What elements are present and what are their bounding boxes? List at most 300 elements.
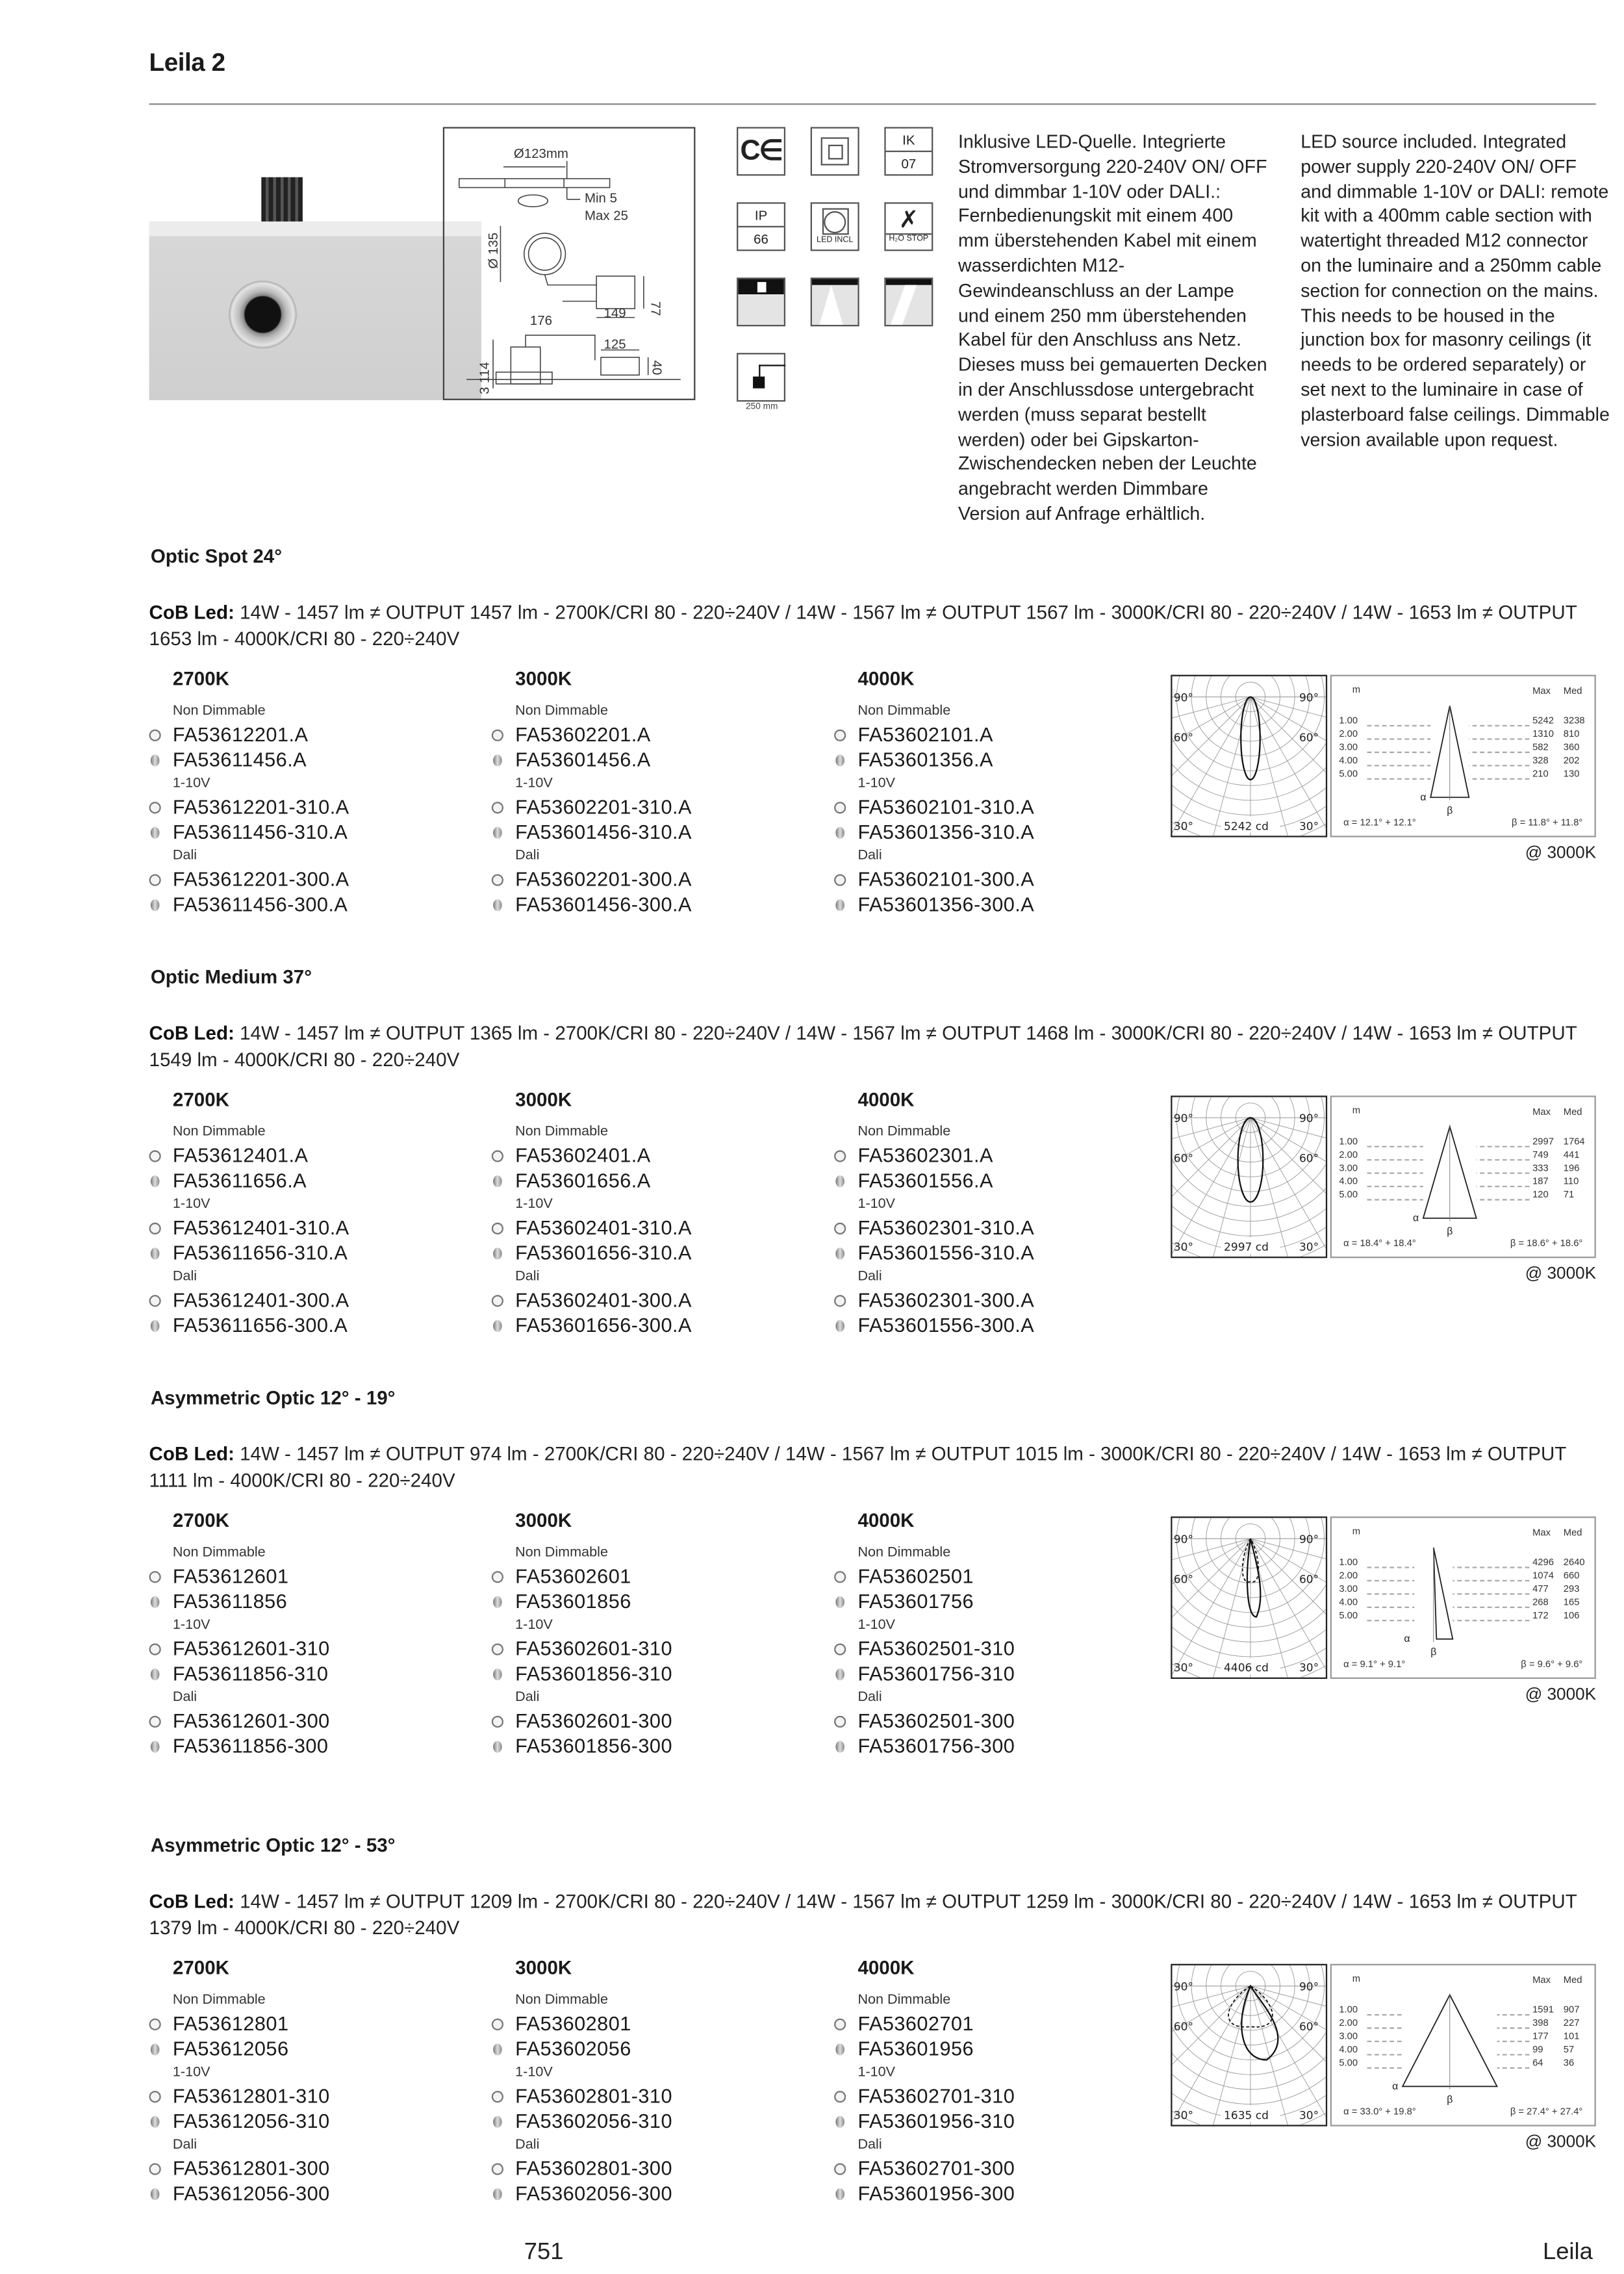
polar-diagram [1171,1516,1327,1679]
product-code-row[interactable] [149,2181,459,2206]
product-code-row[interactable] [834,892,1144,917]
product-code-row[interactable] [492,722,802,747]
max-lux: 64 [1532,2058,1543,2069]
control-type-label: Dali [172,847,197,864]
product-code-row[interactable] [834,722,1144,747]
product-code-row[interactable] [492,747,802,773]
footer-family: Leila [1542,2240,1593,2266]
svg-text:α: α [1392,2080,1399,2092]
product-code-row[interactable] [834,1168,1144,1194]
color-temp-note: @ 3000K [1525,844,1597,863]
distance-value: 4.00 [1339,1177,1358,1188]
silver-finish-icon [151,1596,160,1607]
kelvin-heading: 3000K [515,1509,572,1531]
svg-text:60°: 60° [1299,2020,1319,2034]
illuminance-cone-table [1330,1516,1596,1679]
distance-value: 2.00 [1339,2018,1358,2029]
product-code-row[interactable] [492,892,802,917]
svg-text:125: 125 [603,337,626,352]
product-code: FA53602201.A [515,723,651,746]
illuminance-cone-table [1330,1095,1596,1258]
control-type-label: 1-10V [857,1195,896,1212]
product-code-row[interactable] [492,1288,802,1313]
column-3000k [492,1088,802,1338]
silver-finish-icon [835,2188,844,2199]
product-code-row[interactable] [834,1564,1144,1589]
control-type-label: 1-10V [172,775,210,792]
control-type-label: Non Dimmable [172,702,266,719]
product-code-row[interactable] [492,795,802,820]
svg-text:176: 176 [529,313,553,328]
distance-value: 4.00 [1339,2045,1358,2056]
svg-text:60°: 60° [1299,731,1319,745]
med-lux: 196 [1563,1163,1580,1174]
product-code-row[interactable] [492,2011,802,2036]
white-finish-icon [149,2090,161,2102]
silver-finish-icon [835,2115,844,2127]
control-type-label: Non Dimmable [172,1123,266,1140]
product-code-row[interactable] [492,1636,802,1661]
remote-driver-label: 250 mm [746,403,778,413]
cob-text: 14W - 1457 lm ≠ OUTPUT 1365 lm - 2700K/CRI 80 - 220÷240V / 14W - 1567 lm ≠ OUTPUT 1468 lm - 3000K/CRI 80 - 220÷240V / 14W - 1653 lm ≠ OUTPUT 1549 lm - 4000K/CRI 80 - 220÷240V [149,1021,1577,1071]
product-code-row[interactable] [149,867,459,892]
product-code: FA53601356-310.A [857,821,1035,843]
product-code-row[interactable] [149,819,459,845]
svg-text:30°: 30° [1173,820,1193,834]
med-lux: 907 [1563,2005,1580,2016]
product-code: FA53601456.A [515,748,651,771]
silver-finish-icon [835,1596,844,1607]
product-code-row[interactable] [149,2108,459,2134]
product-code-row[interactable] [149,1168,459,1194]
control-type-label: 1-10V [515,1616,553,1633]
product-code: FA53612056-310 [172,2110,330,2132]
product-code: FA53602601 [515,1565,631,1588]
med-header: Med [1563,1107,1582,1118]
distance-value: 3.00 [1339,1584,1358,1595]
product-code-row[interactable] [834,819,1144,845]
max-lux: 99 [1532,2045,1543,2056]
med-lux: 130 [1563,769,1580,780]
product-code-row[interactable] [149,747,459,773]
illuminance-cone-table [1330,1964,1596,2127]
product-code: FA53601956 [857,2038,974,2060]
product-code-row[interactable] [492,819,802,845]
product-code-row[interactable] [492,1709,802,1734]
cob-led-spec [149,600,1604,653]
white-finish-icon [492,801,503,813]
product-code: FA53602701-310 [857,2085,1015,2108]
class-ii-icon [811,127,859,175]
product-code-row[interactable] [149,1312,459,1338]
product-code-row[interactable] [149,2011,459,2036]
control-type-label: Non Dimmable [857,1123,951,1140]
product-code-row[interactable] [492,2036,802,2062]
silver-finish-icon [835,826,844,838]
product-code-row[interactable] [492,1661,802,1687]
product-code: FA53612056-300 [172,2182,330,2205]
white-finish-icon [149,1294,161,1306]
med-lux: 1764 [1563,1136,1585,1147]
max-lux: 1074 [1532,1571,1554,1582]
white-finish-icon [834,729,846,741]
distance-value: 5.00 [1339,1190,1358,1201]
max-lux: 210 [1532,769,1549,780]
silver-finish-icon [493,1247,502,1258]
svg-text:1635 cd: 1635 cd [1224,2109,1269,2123]
silver-finish-icon [151,2115,160,2127]
product-code-row[interactable] [149,1564,459,1589]
control-type-label: 1-10V [857,2064,896,2081]
product-code-row[interactable] [834,2156,1144,2181]
silver-finish-icon [835,2043,844,2054]
alpha-angle: α = 12.1° + 12.1° [1343,818,1416,828]
optic-section-4 [0,1834,1624,2233]
white-finish-icon [492,1642,503,1654]
svg-text:30°: 30° [1299,1661,1319,1675]
product-code-row[interactable] [834,2036,1144,2062]
product-code-row[interactable] [834,2084,1144,2109]
white-finish-icon [492,1222,503,1234]
polar-diagram [1171,1964,1327,2127]
control-type-label: 1-10V [515,1195,553,1212]
product-code-row[interactable] [834,1709,1144,1734]
product-code-row[interactable] [834,2181,1144,2206]
beta-angle: β = 27.4° + 27.4° [1510,2107,1583,2118]
svg-text:30°: 30° [1299,2109,1319,2123]
header-divider [149,103,1596,105]
control-type-label: Dali [515,847,540,864]
svg-text:30°: 30° [1173,2109,1193,2123]
distance-value: 1.00 [1339,1136,1358,1147]
svg-text:90°: 90° [1299,691,1319,705]
svg-text:30°: 30° [1299,1240,1319,1254]
column-4000k [834,1088,1144,1338]
product-code-row[interactable] [834,1288,1144,1313]
svg-text:4406 cd: 4406 cd [1224,1661,1269,1675]
product-code-row[interactable] [834,2011,1144,2036]
control-type-label: Dali [172,1268,197,1285]
column-2700k [149,667,459,917]
product-code-row[interactable] [149,795,459,820]
symmetric-beam-icon [811,277,859,326]
med-lux: 106 [1563,1611,1580,1622]
asymmetric-beam-icon [884,277,933,326]
product-code: FA53602501 [857,1565,974,1588]
product-code-row[interactable] [149,2084,459,2109]
product-code-row[interactable] [834,1240,1144,1266]
product-code-row[interactable] [834,1215,1144,1240]
control-type-label: Dali [172,1689,197,1706]
product-code: FA53601856-310 [515,1663,672,1685]
product-code-row[interactable] [834,1733,1144,1759]
control-type-label: Dali [857,1268,882,1285]
dim-diameter-123: Ø123mm [513,146,568,162]
optic-section-1 [0,545,1624,944]
silver-finish-icon [493,1596,502,1607]
white-finish-icon [149,1642,161,1654]
column-2700k [149,1509,459,1759]
silver-finish-icon [151,2188,160,2199]
white-finish-icon [834,1294,846,1306]
distance-unit: m [1352,685,1361,696]
product-code: FA53601556-300.A [857,1314,1035,1336]
optic-title: Asymmetric Optic 12° - 19° [150,1386,396,1409]
kelvin-heading: 4000K [857,1088,915,1111]
silver-finish-icon [835,1320,844,1331]
kelvin-heading: 4000K [857,1956,915,1979]
product-code-row[interactable] [492,867,802,892]
product-code: FA53601556-310.A [857,1242,1035,1264]
product-code: FA53612401.A [172,1144,309,1167]
alpha-angle: α = 33.0° + 19.8° [1343,2107,1416,2118]
polar-diagram [1171,675,1327,837]
svg-text:60°: 60° [1173,1152,1193,1166]
control-type-label: Non Dimmable [857,1991,951,2008]
kelvin-heading: 2700K [172,1956,229,1979]
led-included-icon: LED INCL [811,202,859,251]
med-lux: 660 [1563,1571,1580,1582]
alpha-angle: α = 9.1° + 9.1° [1343,1659,1406,1670]
product-code: FA53611656-310.A [172,1242,348,1264]
product-code-row[interactable] [492,1168,802,1194]
white-finish-icon [492,1149,503,1161]
max-lux: 328 [1532,756,1549,767]
product-code-row[interactable] [149,1288,459,1313]
page-number: 751 [524,2240,564,2266]
product-code-row[interactable] [149,1636,459,1661]
optic-title: Asymmetric Optic 12° - 53° [150,1833,396,1856]
cob-label: CoB Led: [149,1442,235,1465]
product-code: FA53602601-310 [515,1637,672,1660]
control-type-label: Non Dimmable [515,1991,608,2008]
product-code: FA53602701-300 [857,2157,1015,2180]
product-code-row[interactable] [492,2108,802,2134]
product-code: FA53602101.A [857,723,993,746]
color-temp-note: @ 3000K [1525,1686,1597,1704]
column-4000k [834,1509,1144,1759]
polar-diagram [1171,1095,1327,1258]
max-lux: 398 [1532,2018,1549,2029]
product-code: FA53602056 [515,2038,631,2060]
white-finish-icon [834,2018,846,2030]
white-finish-icon [149,1570,161,1582]
distance-value: 5.00 [1339,2058,1358,2069]
product-code: FA53612201.A [172,723,309,746]
med-lux: 202 [1563,756,1580,767]
column-2700k [149,1088,459,1338]
product-code-row[interactable] [834,747,1144,773]
product-code-row[interactable] [149,1661,459,1687]
svg-text:β: β [1430,1646,1437,1658]
product-code-row[interactable] [834,2108,1144,2134]
product-code-row[interactable] [149,892,459,917]
product-code: FA53601456-300.A [515,893,692,916]
distance-value: 2.00 [1339,1150,1358,1161]
product-code: FA53602501-310 [857,1637,1015,1660]
illuminance-cone-table [1330,675,1596,837]
svg-text:90°: 90° [1299,1112,1319,1126]
white-finish-icon [834,1149,846,1161]
product-code: FA53611656.A [172,1169,307,1192]
white-finish-icon [149,2018,161,2030]
svg-text:90°: 90° [1173,691,1193,705]
product-code-row[interactable] [149,1733,459,1759]
column-3000k [492,1509,802,1759]
product-code-row[interactable] [149,1709,459,1734]
product-code: FA53601856-300 [515,1735,672,1757]
svg-text:Min 5: Min 5 [584,190,617,206]
silver-finish-icon [493,1320,502,1331]
product-code-row[interactable] [834,1312,1144,1338]
optic-section-2 [0,965,1624,1364]
svg-text:60°: 60° [1299,1573,1319,1587]
product-code-row[interactable] [149,1589,459,1614]
heatsink-image [261,177,303,222]
white-finish-icon [492,1570,503,1582]
product-code-row[interactable] [492,2181,802,2206]
product-code-row[interactable] [492,1240,802,1266]
product-code-row[interactable] [149,2156,459,2181]
distance-value: 4.00 [1339,756,1358,767]
silver-finish-icon [835,1175,844,1186]
max-lux: 187 [1532,1177,1549,1188]
product-code: FA53611856 [172,1590,288,1613]
product-code-row[interactable] [492,1215,802,1240]
control-type-label: Dali [515,1689,540,1706]
product-code-row[interactable] [834,795,1144,820]
distance-unit: m [1352,1106,1361,1117]
product-code: FA53612201-310.A [172,795,349,819]
silver-finish-icon [493,1668,502,1680]
kelvin-heading: 4000K [857,667,915,690]
beam-cone-icon [1332,676,1595,836]
svg-text:60°: 60° [1173,731,1193,745]
control-type-label: Dali [857,1689,882,1706]
product-code: FA53602056-310 [515,2110,672,2132]
silver-finish-icon [493,1175,502,1186]
beam-cone-icon [1332,1965,1595,2125]
cob-label: CoB Led: [149,600,235,624]
control-type-label: Dali [857,2136,882,2153]
control-type-label: 1-10V [515,775,553,792]
column-4000k [834,1956,1144,2206]
svg-text:α: α [1412,1212,1419,1224]
silver-finish-icon [835,1247,844,1258]
product-code-row[interactable] [149,722,459,747]
product-code-row[interactable] [492,2156,802,2181]
product-code: FA53602101-300.A [857,868,1035,891]
med-lux: 57 [1563,2045,1575,2056]
product-code-row[interactable] [492,1589,802,1614]
product-code-row[interactable] [492,1564,802,1589]
recessed-trim-icon [737,277,785,326]
white-finish-icon [149,1222,161,1234]
downlight-ring-image [229,281,297,349]
product-code-row[interactable] [834,1636,1144,1661]
product-code: FA53601756-310 [857,1663,1015,1685]
svg-text:β: β [1447,805,1453,817]
product-code: FA53602056-300 [515,2182,672,2205]
product-code-row[interactable] [492,1143,802,1168]
product-code: FA53602801 [515,2012,631,2035]
white-finish-icon [834,1570,846,1582]
product-code: FA53611856-310 [172,1663,329,1685]
distance-unit: m [1352,1526,1361,1537]
polar-curve-icon [1173,676,1326,836]
silver-finish-icon [151,1320,160,1331]
med-lux: 441 [1563,1150,1580,1161]
column-2700k [149,1956,459,2206]
med-lux: 810 [1563,729,1580,740]
silver-finish-icon [493,899,502,910]
product-code: FA53611656-300.A [172,1314,348,1336]
control-type-label: Non Dimmable [515,1544,608,1561]
product-code: FA53601656.A [515,1169,651,1192]
control-type-label: Non Dimmable [857,1544,951,1561]
technical-drawing [443,127,696,400]
product-code-row[interactable] [834,1143,1144,1168]
column-3000k [492,1956,802,2206]
product-code: FA53602201-310.A [515,795,692,819]
product-code: FA53612801 [172,2012,289,2035]
product-code: FA53612401-310.A [172,1216,349,1239]
product-code: FA53611456-300.A [172,893,348,916]
white-finish-icon [149,729,161,741]
product-code-row[interactable] [834,1661,1144,1687]
polar-curve-icon [1173,1965,1326,2125]
product-code-row[interactable] [492,1733,802,1759]
product-code-row[interactable] [149,1240,459,1266]
optic-section-3 [0,1386,1624,1785]
product-code: FA53601956-300 [857,2182,1015,2205]
dimension-drawing-icon [444,129,694,399]
med-lux: 71 [1563,1190,1575,1201]
svg-text:90°: 90° [1173,1980,1193,1994]
white-finish-icon [149,1715,161,1727]
max-header: Max [1532,1975,1551,1986]
cob-text: 14W - 1457 lm ≠ OUTPUT 1209 lm - 2700K/CRI 80 - 220÷240V / 14W - 1567 lm ≠ OUTPUT 1259 lm - 3000K/CRI 80 - 220÷240V / 14W - 1653 lm ≠ OUTPUT 1379 lm - 4000K/CRI 80 - 220÷240V [149,1890,1577,1939]
cob-label: CoB Led: [149,1021,235,1044]
cob-led-spec [149,1889,1604,1942]
product-code-row[interactable] [834,1589,1144,1614]
product-code-row[interactable] [149,1215,459,1240]
product-code: FA53601556.A [857,1169,993,1192]
column-4000k [834,667,1144,917]
med-lux: 101 [1563,2032,1580,2043]
product-code-row[interactable] [149,1143,459,1168]
med-lux: 227 [1563,2018,1580,2029]
svg-text:77: 77 [648,301,663,316]
svg-text:2997 cd: 2997 cd [1224,1240,1269,1254]
silver-finish-icon [151,1668,160,1680]
silver-finish-icon [835,1668,844,1680]
control-type-label: Non Dimmable [172,1544,266,1561]
alpha-angle: α = 18.4° + 18.4° [1343,1238,1416,1249]
control-type-label: Non Dimmable [172,1991,266,2008]
product-code-row[interactable] [492,2084,802,2109]
color-temp-note: @ 3000K [1525,2134,1597,2152]
beta-angle: β = 18.6° + 18.6° [1510,1238,1583,1249]
max-header: Max [1532,686,1551,697]
product-code: FA53602201-300.A [515,868,692,891]
max-lux: 172 [1532,1611,1549,1622]
product-code-row[interactable] [492,1312,802,1338]
product-code-row[interactable] [834,867,1144,892]
product-code: FA53602801-310 [515,2085,672,2108]
control-type-label: Dali [515,1268,540,1285]
product-code-row[interactable] [149,2036,459,2062]
